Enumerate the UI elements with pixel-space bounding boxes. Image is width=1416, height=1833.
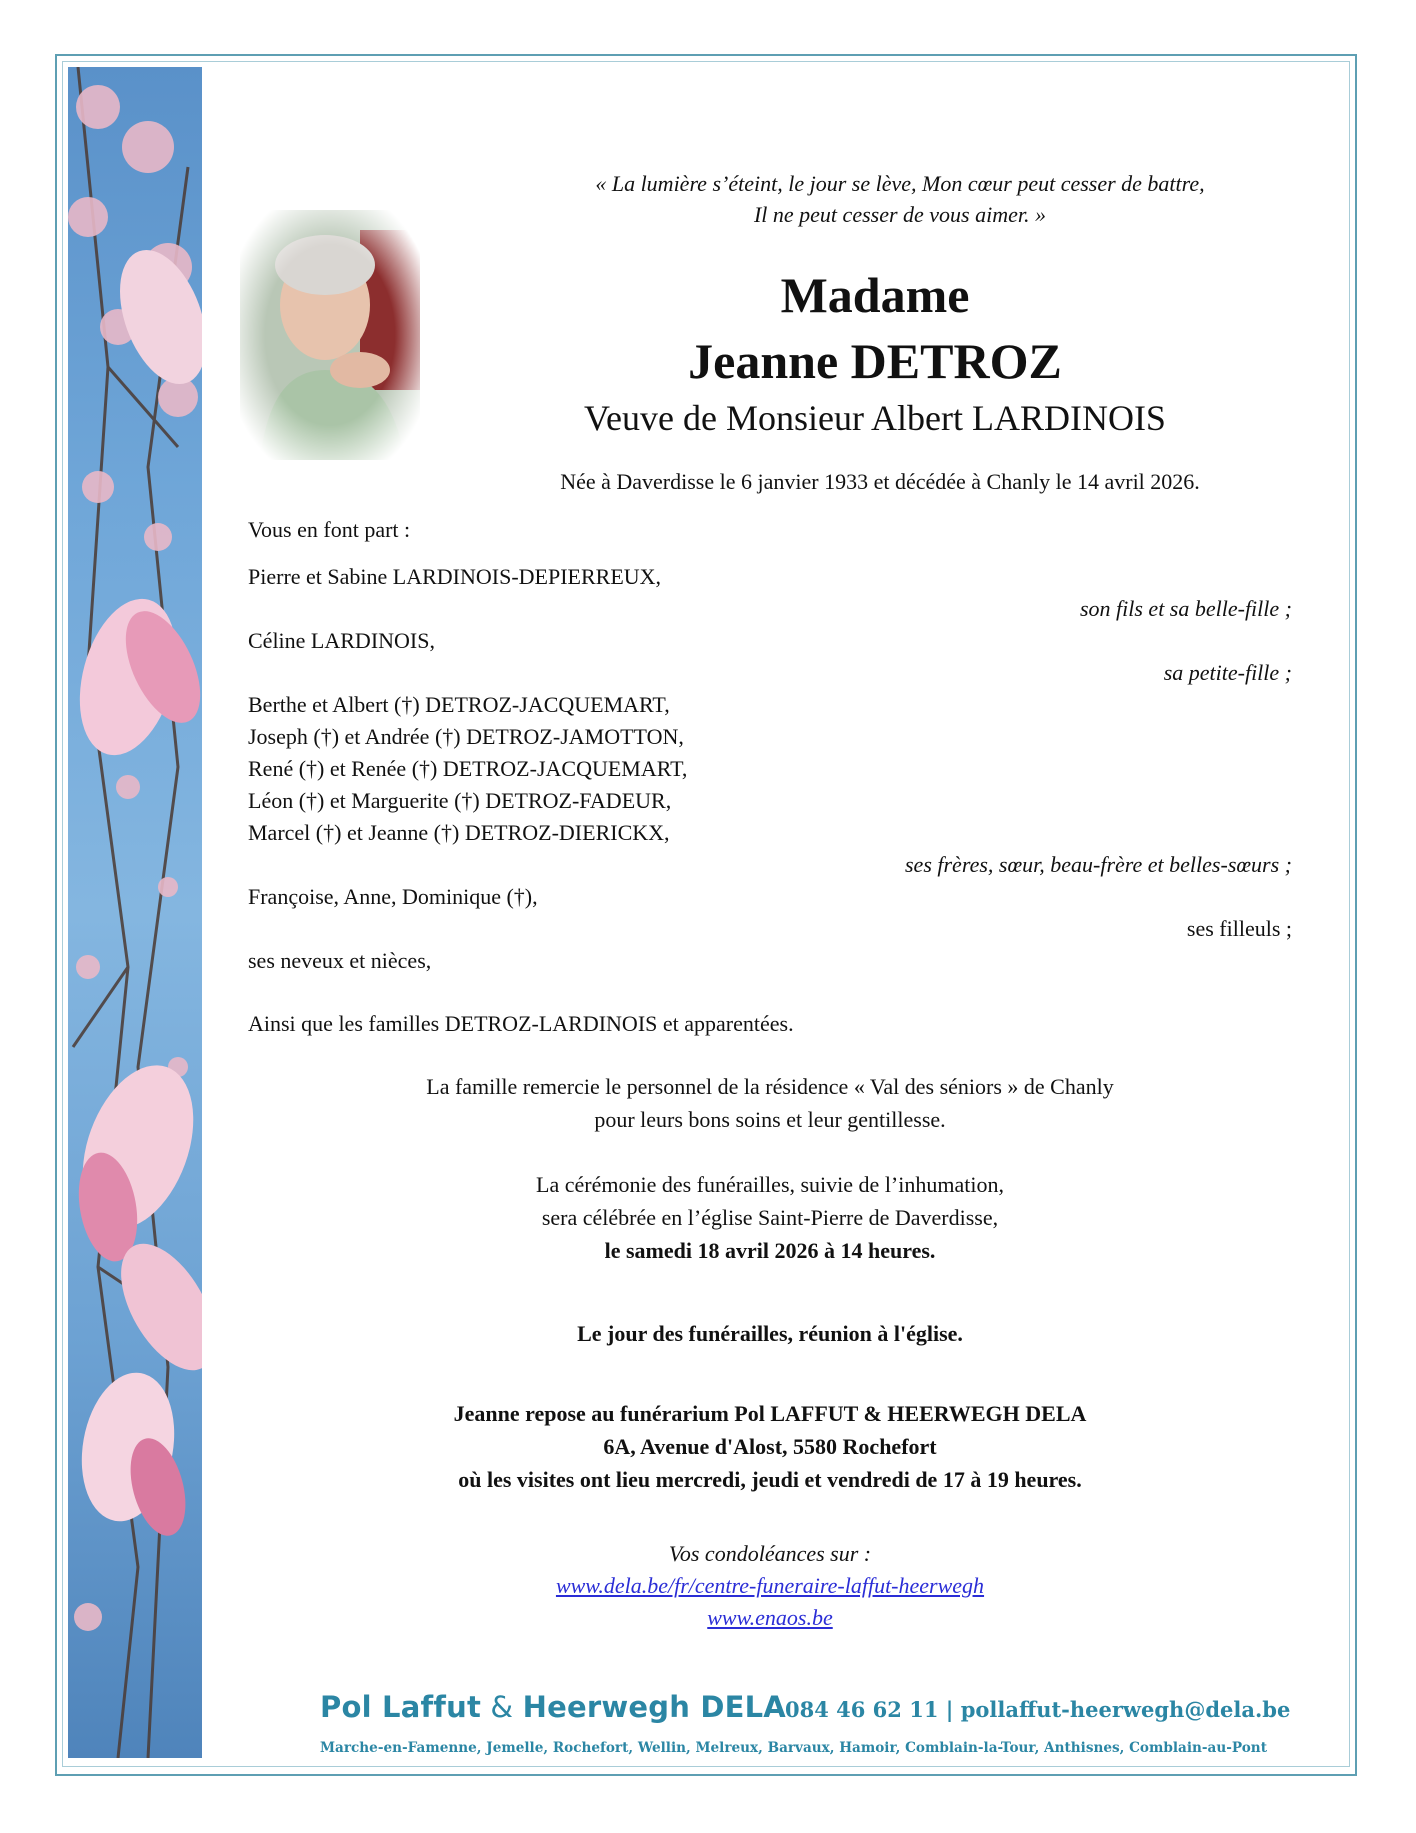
family-relation: son fils et sa belle-fille ; (1079, 596, 1292, 621)
dela-condolences-link[interactable]: www.dela.be/fr/centre-funeraire-laffut-heerwegh (555, 1573, 985, 1598)
deceased-name: Jeanne DETROZ (688, 333, 1062, 389)
funerarium-paragraph (248, 1397, 1292, 1496)
widow-of-line: Veuve de Monsieur Albert LARDINOIS (584, 398, 1166, 438)
funerarium-visits: où les visites ont lieu mercredi, jeudi et vendredi de 17 à 19 heures. (458, 1467, 1082, 1492)
funerarium-address: 6A, Avenue d'Alost, 5580 Rochefort (603, 1434, 937, 1459)
announcement-intro: Vous en font part : (248, 517, 411, 542)
thanks-paragraph (248, 1070, 1292, 1136)
magnolia-decoration-image (68, 67, 202, 1758)
family-line: Marcel (†) et Jeanne (†) DETROZ-DIERICKX, (248, 820, 670, 845)
family-line: Léon (†) et Marguerite (†) DETROZ-FADEUR, (248, 788, 672, 813)
funeral-home-logo (320, 1690, 786, 1724)
footer-locations: Marche-en-Famenne, Jemelle, Rochefort, Wellin, Melreux, Barvaux, Hamoir, Comblain-la-Tour, Anthisnes, Comblain-au-Pont (320, 1740, 1267, 1756)
birth-death-line: Née à Daverdisse le 6 janvier 1933 et décédée à Chanly le 14 avril 2026. (560, 469, 1200, 494)
ceremony-paragraph (248, 1168, 1292, 1267)
thanks-line1: La famille remercie le personnel de la résidence « Val des séniors » de Chanly (426, 1074, 1114, 1099)
epitaph-quote-line2: Il ne peut cesser de vous aimer. » (753, 202, 1047, 227)
funerarium-line1: Jeanne repose au funérarium Pol LAFFUT & HEERWEGH DELA (453, 1401, 1087, 1426)
brand-ampersand: & (481, 1690, 523, 1724)
ceremony-line1: La cérémonie des funérailles, suivie de l’inhumation, (536, 1172, 1004, 1197)
family-line: Berthe et Albert (†) DETROZ-JACQUEMART, (248, 692, 670, 717)
epitaph-quote-line1: « La lumière s’éteint, le jour se lève, Mon cœur peut cesser de battre, (595, 171, 1205, 196)
brand-name-part1: Pol Laffut (320, 1690, 482, 1724)
family-line: Pierre et Sabine LARDINOIS-DEPIERREUX, (248, 564, 662, 589)
ceremony-date: le samedi 18 avril 2026 à 14 heures. (604, 1238, 936, 1263)
ceremony-line2: sera célébrée en l’église Saint-Pierre de Daverdisse, (541, 1205, 999, 1230)
portrait-photo (240, 210, 420, 460)
thanks-line2: pour leurs bons soins et leur gentillesse. (594, 1107, 946, 1132)
enaos-link[interactable]: www.enaos.be (707, 1605, 833, 1630)
family-relation: ses frères, sœur, beau-frère et belles-sœurs ; (905, 852, 1292, 877)
family-line: ses neveux et nièces, (248, 948, 432, 973)
family-line: Joseph (†) et Andrée (†) DETROZ-JAMOTTON, (248, 724, 684, 749)
family-line: René (†) et Renée (†) DETROZ-JACQUEMART, (248, 756, 688, 781)
brand-name-part2: Heerwegh DELA (522, 1690, 786, 1724)
family-line: Ainsi que les familles DETROZ-LARDINOIS et apparentées. (248, 1011, 794, 1036)
family-line: Céline LARDINOIS, (248, 628, 435, 653)
footer-contact: 084 46 62 11 | pollaffut-heerwegh@dela.be (785, 1697, 1291, 1722)
epitaph-quote (440, 168, 1360, 230)
meeting-notice: Le jour des funérailles, réunion à l'église. (577, 1321, 963, 1346)
deceased-title: Madame (780, 267, 970, 323)
condolences-block (248, 1538, 1292, 1634)
family-relation: ses filleuls ; (1186, 916, 1292, 941)
condolences-label: Vos condoléances sur : (668, 1541, 872, 1566)
family-line: Françoise, Anne, Dominique (†), (248, 884, 538, 909)
family-relation: sa petite-fille ; (1163, 660, 1292, 685)
